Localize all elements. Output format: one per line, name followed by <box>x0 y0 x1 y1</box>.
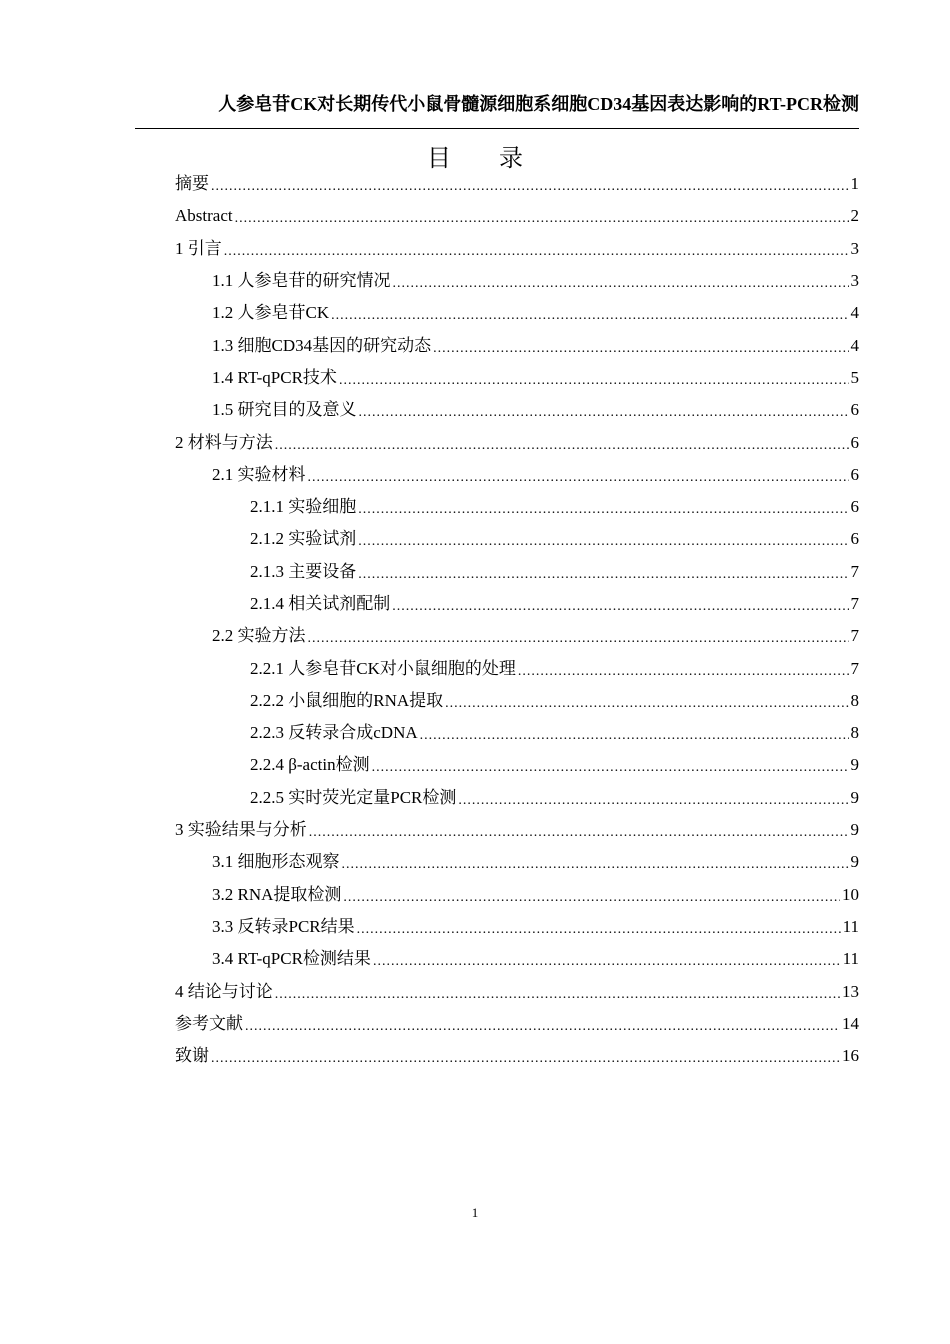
toc-entry-text: 2.1.1 实验细胞 <box>250 497 357 517</box>
toc-entry-text: 2.1.3 主要设备 <box>250 561 357 581</box>
toc-entry[interactable] <box>175 459 859 491</box>
toc-leader-dots <box>343 884 840 912</box>
running-header: 人参皂苷CK对长期传代小鼠骨髓源细胞系细胞CD34基因表达影响的RT-PCR检测 <box>218 94 859 114</box>
toc-leader-dots <box>308 464 849 492</box>
toc-entry-page: 8 <box>850 690 859 710</box>
toc-entry-page: 6 <box>850 529 859 549</box>
toc-entry-page: 1 <box>850 174 859 194</box>
toc-entry-text: 4 结论与讨论 <box>175 981 273 1001</box>
toc-entry-text: 1.4 RT-qPCR技术 <box>212 367 337 387</box>
toc-leader-dots <box>245 1013 840 1041</box>
toc-leader-dots <box>331 302 848 330</box>
toc-entry[interactable] <box>175 491 859 523</box>
toc-leader-dots <box>339 367 849 395</box>
toc-title-right: 录 <box>499 146 523 172</box>
toc-leader-dots <box>309 819 849 847</box>
toc-entry[interactable] <box>175 168 859 200</box>
toc-entry-page: 2 <box>850 206 859 226</box>
toc-entry-text: 2.1 实验材料 <box>212 464 306 484</box>
toc-leader-dots <box>308 625 849 653</box>
toc-leader-dots <box>445 690 848 718</box>
toc-entry-text: 2 材料与方法 <box>175 432 273 452</box>
toc-leader-dots <box>393 270 849 298</box>
toc-entry[interactable] <box>175 685 859 717</box>
toc-entry-text: 2.2.2 小鼠细胞的RNA提取 <box>250 690 444 710</box>
toc-entry-page: 10 <box>842 884 859 904</box>
toc-entry[interactable] <box>175 620 859 652</box>
toc-entry[interactable] <box>175 556 859 588</box>
toc-entry-page: 3 <box>850 271 859 291</box>
toc-entry-page: 6 <box>850 464 859 484</box>
toc-entry-text: 2.1.4 相关试剂配制 <box>250 594 391 613</box>
toc-entry-page: 16 <box>842 1046 859 1066</box>
table-of-contents <box>175 168 859 1072</box>
toc-entry-page: 9 <box>850 852 859 872</box>
toc-entry[interactable] <box>175 943 859 975</box>
toc-entry-page: 6 <box>850 432 859 452</box>
toc-entry-text: 2.2 实验方法 <box>212 626 306 646</box>
toc-entry-text: 2.1.2 实验试剂 <box>250 529 357 549</box>
toc-leader-dots <box>358 528 848 556</box>
toc-entry[interactable] <box>175 1008 859 1040</box>
toc-entry[interactable] <box>175 782 859 814</box>
toc-entry-page: 14 <box>842 1013 859 1033</box>
toc-leader-dots <box>373 948 841 976</box>
toc-leader-dots <box>224 238 849 266</box>
page-number: 1 <box>471 1205 479 1220</box>
toc-leader-dots <box>275 432 849 460</box>
toc-entry[interactable] <box>175 265 859 297</box>
toc-entry[interactable] <box>175 879 859 911</box>
toc-entry-text: 致谢 <box>175 1046 209 1066</box>
toc-entry-page: 13 <box>842 981 859 1001</box>
toc-entry-page: 7 <box>850 658 859 678</box>
toc-leader-dots <box>518 658 849 686</box>
toc-entry-text: 1.5 研究目的及意义 <box>212 400 357 420</box>
toc-entry[interactable] <box>175 588 859 620</box>
toc-entry[interactable] <box>175 297 859 329</box>
toc-entry-page: 6 <box>850 497 859 517</box>
toc-entry[interactable] <box>175 426 859 458</box>
toc-entry[interactable] <box>175 814 859 846</box>
toc-entry-page: 4 <box>850 303 859 323</box>
toc-entry[interactable] <box>175 975 859 1007</box>
toc-entry-page: 9 <box>850 755 859 775</box>
toc-entry-text: 1.1 人参皂苷的研究情况 <box>212 271 391 291</box>
toc-leader-dots <box>357 916 841 944</box>
toc-leader-dots <box>420 722 849 750</box>
toc-entry-text: 2.2.3 反转录合成cDNA <box>250 723 418 743</box>
toc-entry-page: 9 <box>850 787 859 807</box>
toc-entry[interactable] <box>175 1040 859 1072</box>
toc-entry[interactable] <box>175 394 859 426</box>
toc-leader-dots <box>358 561 848 589</box>
toc-entry-text: 3 实验结果与分析 <box>175 820 307 840</box>
toc-entry[interactable] <box>175 329 859 361</box>
toc-entry[interactable] <box>175 200 859 232</box>
toc-entry-page: 4 <box>850 335 859 355</box>
toc-entry-page: 8 <box>850 723 859 743</box>
toc-leader-dots <box>358 496 848 524</box>
toc-leader-dots <box>392 593 848 621</box>
toc-leader-dots <box>275 981 840 1009</box>
toc-entry-page: 3 <box>850 238 859 258</box>
toc-entry-text: 1.2 人参皂苷CK <box>212 303 330 323</box>
toc-entry-page: 9 <box>850 820 859 840</box>
toc-title-left: 目 <box>427 146 451 172</box>
toc-entry[interactable] <box>175 362 859 394</box>
toc-entry-page: 6 <box>850 400 859 420</box>
toc-entry[interactable] <box>175 652 859 684</box>
toc-entry[interactable] <box>175 846 859 878</box>
toc-entry-text: 1 引言 <box>175 238 222 258</box>
toc-entry-page: 11 <box>842 949 859 969</box>
toc-leader-dots <box>372 754 849 782</box>
toc-leader-dots <box>211 1045 840 1073</box>
toc-leader-dots <box>433 335 848 363</box>
toc-entry-text: 摘要 <box>175 174 209 194</box>
toc-entry-page: 7 <box>850 561 859 581</box>
toc-entry-text: 2.2.5 实时荧光定量PCR检测 <box>250 787 457 807</box>
toc-entry-text: 3.1 细胞形态观察 <box>212 852 340 872</box>
toc-entry-page: 11 <box>842 916 859 936</box>
toc-entry-page: 7 <box>850 594 859 613</box>
toc-entry-page: 7 <box>850 626 859 646</box>
toc-entry[interactable] <box>175 749 859 781</box>
toc-entry[interactable] <box>175 911 859 943</box>
toc-leader-dots <box>211 173 849 201</box>
toc-entry-text: 3.4 RT-qPCR检测结果 <box>212 949 371 969</box>
toc-entry[interactable] <box>175 523 859 555</box>
toc-entry-text: 2.2.4 β-actin检测 <box>250 755 370 775</box>
toc-leader-dots <box>359 399 849 427</box>
toc-entry-text: 3.3 反转录PCR结果 <box>212 916 355 936</box>
toc-leader-dots <box>342 851 849 879</box>
toc-entry-text: 1.3 细胞CD34基因的研究动态 <box>212 335 432 355</box>
toc-leader-dots <box>235 205 849 233</box>
toc-entry-text: 2.2.1 人参皂苷CK对小鼠细胞的处理 <box>250 658 516 678</box>
toc-leader-dots <box>458 787 848 815</box>
header-divider <box>135 128 859 129</box>
toc-entry[interactable] <box>175 233 859 265</box>
toc-entry-text: Abstract <box>175 206 233 226</box>
toc-entry-page: 5 <box>850 367 859 387</box>
toc-entry-text: 参考文献 <box>175 1013 243 1033</box>
toc-entry[interactable] <box>175 717 859 749</box>
toc-entry-text: 3.2 RNA提取检测 <box>212 884 342 904</box>
